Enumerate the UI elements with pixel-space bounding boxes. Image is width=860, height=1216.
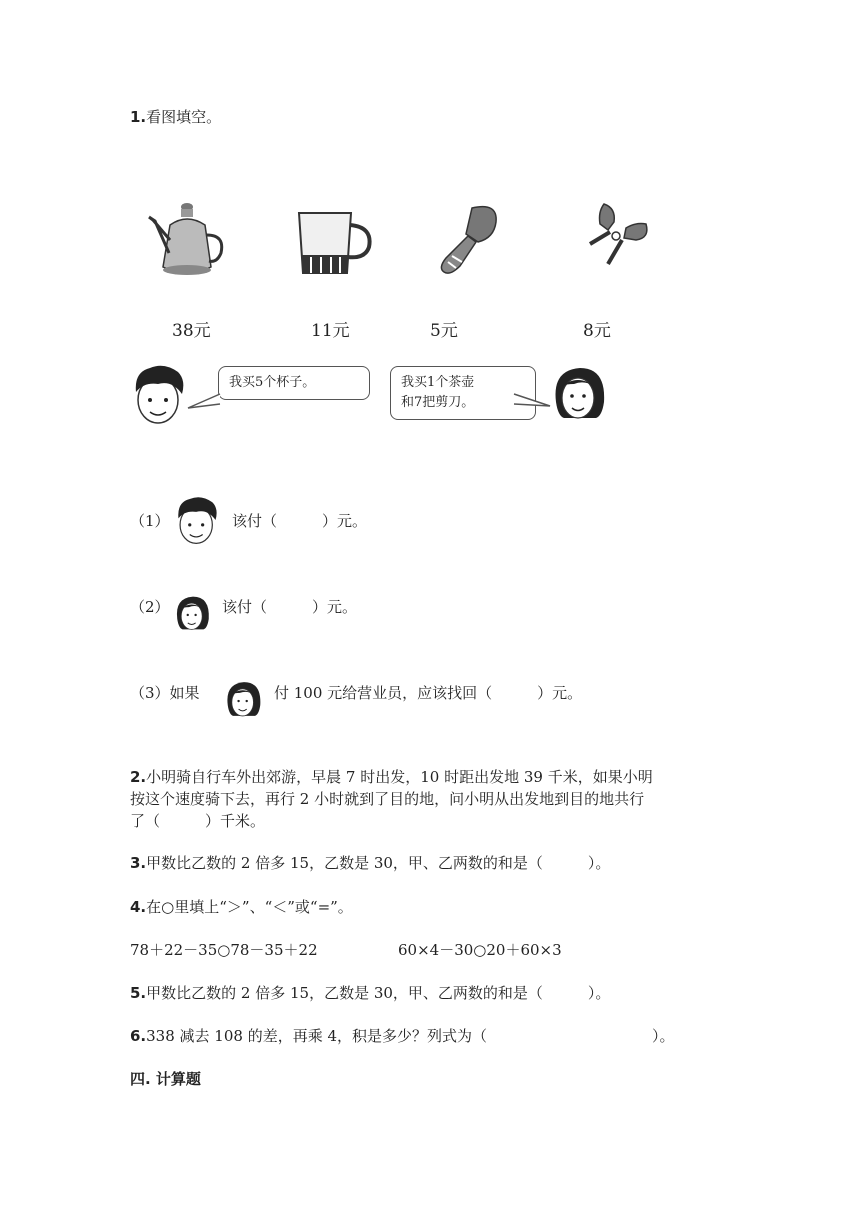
boy-bubble-tail [186, 392, 222, 412]
cup-icon [293, 205, 378, 280]
girl-face-icon [222, 678, 266, 720]
question-number: 3. [130, 854, 147, 872]
question-number: 1. [130, 108, 147, 126]
teapot-icon [145, 195, 230, 285]
comparison-expression-1: 78＋22－35○78－35＋22 [130, 941, 318, 959]
girl-face-icon [548, 362, 612, 424]
question-number: 6. [130, 1027, 147, 1045]
question-number: 5. [130, 984, 147, 1002]
trowel-icon [432, 200, 507, 280]
question-2 [130, 766, 653, 832]
question-6-text: 338 减去 108 的差，再乘 4，积是多少？列式为（ ）。 [146, 1027, 675, 1045]
question-number: 4. [130, 898, 147, 916]
girl-face-icon [172, 592, 214, 634]
girl-bubble-line2: 和7把剪刀。 [401, 395, 475, 410]
sub-question-2-number: （2） [130, 598, 170, 616]
question-6 [130, 1025, 675, 1047]
question-4 [130, 896, 353, 918]
question-5-text: 甲数比乙数的 2 倍多 15，乙数是 30，甲、乙两数的和是（ ）。 [146, 984, 611, 1002]
boy-face-icon [128, 362, 190, 426]
sub-question-2-text: 该付（ ）元。 [222, 598, 358, 616]
question-4-text: 在○里填上“＞”、“＜”或“=”。 [146, 898, 353, 916]
question-5 [130, 982, 610, 1004]
price-scissors: 8元 [583, 321, 611, 341]
section-heading: 四. 计算题 [130, 1070, 201, 1088]
question-3-text: 甲数比乙数的 2 倍多 15，乙数是 30，甲、乙两数的和是（ ）。 [146, 854, 611, 872]
question-2-line-2: 按这个速度骑下去，再行 2 小时就到了目的地，问小明从出发地到目的地共行 [130, 790, 645, 808]
girl-bubble-tail [512, 392, 552, 412]
price-trowel: 5元 [430, 321, 458, 341]
boy-bubble-text: 我买5个杯子。 [229, 375, 316, 390]
question-text: 看图填空。 [146, 108, 222, 126]
sub-question-1-number: （1） [130, 512, 170, 530]
sub-question-3-text: 付 100 元给营业员，应该找回（ ）元。 [274, 684, 583, 702]
sub-question-3-number: （3）如果 [130, 684, 200, 702]
boy-speech-bubble [218, 366, 370, 400]
comparison-expression-2: 60×4－30○20＋60×3 [398, 941, 562, 959]
question-number: 2. [130, 768, 147, 786]
question-3 [130, 852, 610, 874]
question-1 [130, 106, 221, 128]
sub-question-1-text: 该付（ ）元。 [232, 512, 368, 530]
question-2-line-3: 了（ ）千米。 [130, 812, 266, 830]
scissors-icon [580, 198, 655, 273]
boy-face-icon [172, 494, 222, 546]
price-teapot: 38元 [172, 321, 211, 341]
girl-bubble-line1: 我买1个茶壶 [401, 375, 475, 390]
price-cup: 11元 [311, 321, 350, 341]
question-2-line-1: 小明骑自行车外出郊游，早晨 7 时出发，10 时距出发地 39 千米，如果小明 [146, 768, 653, 786]
